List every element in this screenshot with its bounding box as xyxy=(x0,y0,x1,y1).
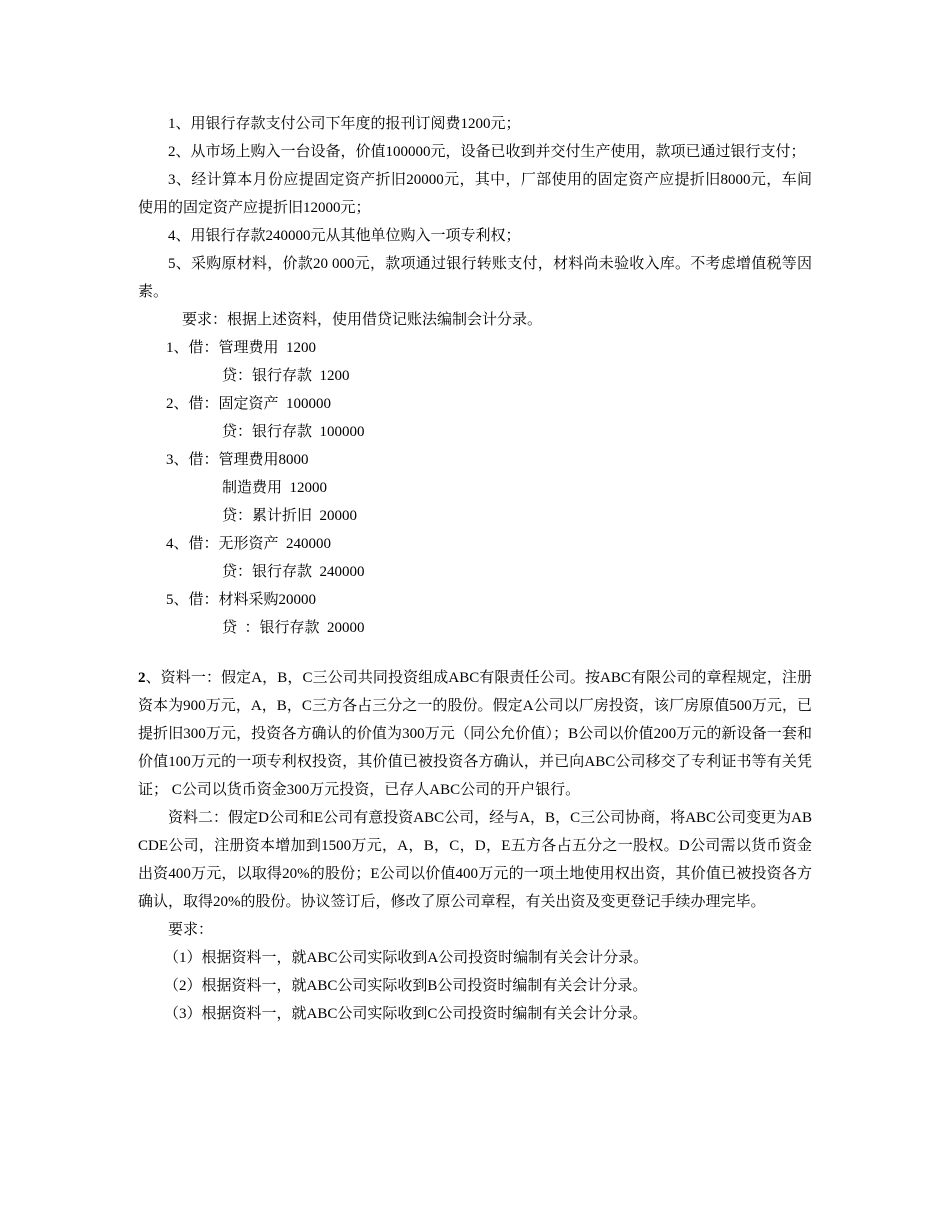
section-spacer xyxy=(138,642,812,664)
document-page xyxy=(138,110,812,1028)
question-item: （1）根据资料一，就ABC公司实际收到A公司投资时编制有关会计分录。 xyxy=(164,950,649,966)
journal-credit-line: 贷：累计折旧 20000 xyxy=(222,508,358,524)
journal-credit-line: 贷：银行存款 100000 xyxy=(222,424,365,440)
material-one-text: 、资料一：假定A，B，C三公司共同投资组成ABC有限责任公司。按ABC有限公司的章程规定，注册资本为900万元，A，B，C三方各占三分之一的股份。假定A公司以厂房投资，该厂房原值500万元，已提折旧300万元，投资各方确认的价值为300万元（同公允价值）；B公司以价值200万元的新设备一套和价值100万元的一项专利权投资，其价值已被投资各方确认，并已向ABC公司移交了专利证书等有关凭证； C公司以货币资金300万元投资，已存人ABC公司的开户银行。 xyxy=(138,670,812,798)
journal-credit-line: 贷：银行存款 240000 xyxy=(222,564,365,580)
transaction-item: 3、经计算本月份应提固定资产折旧20000元，其中，厂部使用的固定资产应提折旧8000元，车间使用的固定资产应提折旧12000元； xyxy=(138,172,812,216)
transaction-item: 2、从市场上购入一台设备，价值100000元，设备已收到并交付生产使用，款项已通过银行支付； xyxy=(168,144,806,160)
journal-debit-line: 3、借：管理费用8000 xyxy=(166,452,309,468)
material-two-paragraph: 资料二：假定D公司和E公司有意投资ABC公司，经与A，B，C三公司协商，将ABC公司变更为ABCDE公司，注册资本增加到1500万元，A，B，C，D，E五方各占五分之一股权。D公司需以货币资金出资400万元，以取得20%的股份；E公司以价值400万元的一项土地使用权出资，其价值已被投资各方确认，取得20%的股份。协议签订后，修改了原公司章程，有关出资及变更登记手续办理完毕。 xyxy=(138,810,812,910)
journal-credit-line: 贷：银行存款 1200 xyxy=(222,368,350,384)
question-item: （2）根据资料一，就ABC公司实际收到B公司投资时编制有关会计分录。 xyxy=(164,978,648,994)
journal-debit-line: 制造费用 12000 xyxy=(222,480,328,496)
requirement-label: 要求： xyxy=(168,922,214,938)
transaction-item: 5、采购原材料，价款20 000元，款项通过银行转账支付，材料尚未验收入库。不考虑增值税等因素。 xyxy=(138,256,812,300)
material-one-paragraph xyxy=(138,664,812,804)
question-number: 2 xyxy=(138,670,146,686)
journal-debit-line: 4、借：无形资产 240000 xyxy=(166,536,332,552)
transaction-item: 1、用银行存款支付公司下年度的报刊订阅费1200元； xyxy=(168,116,521,132)
question-item: （3）根据资料一，就ABC公司实际收到C公司投资时编制有关会计分录。 xyxy=(164,1006,648,1022)
transaction-item: 4、用银行存款240000元从其他单位购入一项专利权； xyxy=(168,228,521,244)
journal-debit-line: 1、借：管理费用 1200 xyxy=(166,340,317,356)
journal-debit-line: 2、借：固定资产 100000 xyxy=(166,396,332,412)
journal-debit-line: 5、借：材料采购20000 xyxy=(166,592,317,608)
requirement-text: 要求：根据上述资料，使用借贷记账法编制会计分录。 xyxy=(182,312,543,328)
journal-credit-line: 贷 ：银行存款 20000 xyxy=(222,620,365,636)
